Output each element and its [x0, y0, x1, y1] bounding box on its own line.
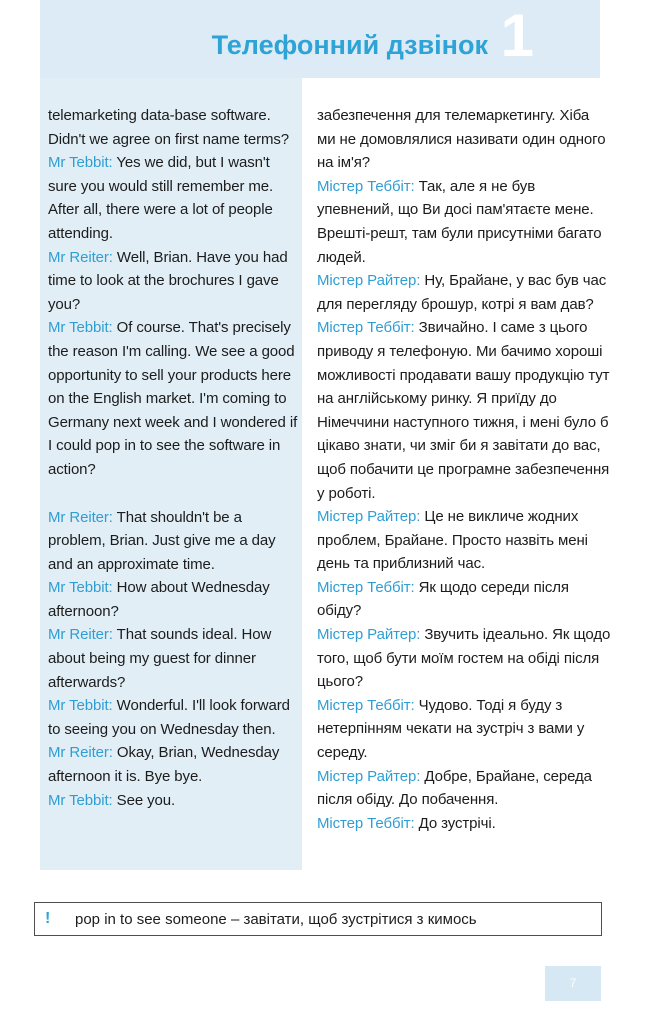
dialogue-text: Of course. That's precisely the reason I'm calling. We see a good opportunity to sell your products here on the English market. I'm coming to Germany next week and I wondered if I could pop in to see the software in action?	[48, 319, 298, 478]
dialogue-line	[317, 175, 611, 269]
exclamation-icon: !	[45, 910, 51, 927]
dialogue-line	[48, 506, 300, 577]
dialogue-text: telemarketing data-base software. Didn't we agree on first name terms?	[48, 107, 290, 148]
speaker-name: Mr Reiter:	[48, 248, 113, 266]
chapter-header	[40, 0, 600, 78]
page-number-badge	[545, 966, 601, 1001]
chapter-title: Телефонний дзвінок	[211, 30, 488, 60]
dialogue-line	[48, 694, 300, 741]
speaker-name: Mr Reiter:	[48, 744, 113, 762]
dialogue-line	[317, 694, 611, 765]
dialogue-line	[317, 316, 611, 505]
speaker-name: Mr Reiter:	[48, 626, 113, 644]
speaker-name: Містер Теббіт:	[317, 177, 415, 195]
dialogue-line	[48, 623, 300, 694]
dialogue-text: How about Wednesday afternoon?	[48, 579, 270, 620]
vocabulary-note	[34, 902, 602, 936]
dialogue-intro	[48, 104, 300, 151]
dialogue-line	[48, 316, 300, 481]
dialogue-line	[48, 576, 300, 623]
dialogue-line	[48, 789, 300, 813]
dialogue-line	[317, 505, 611, 576]
dialogue-line	[317, 812, 611, 836]
speaker-name: Містер Теббіт:	[317, 814, 415, 832]
speaker-name: Містер Райтер:	[317, 767, 421, 785]
dialogue-text: До зустрічі.	[418, 814, 496, 832]
dialogue-line	[317, 623, 611, 694]
dialogue-text: That shouldn't be a problem, Brian. Just give me a day and an approximate time.	[48, 508, 276, 573]
dialogue-text: Well, Brian. Have you had time to look at the brochures I gave you?	[48, 248, 288, 313]
dialogue-line	[48, 741, 300, 788]
dialogue-text: забезпечення для телемаркетингу. Хіба ми не домовлялися називати один одного на ім'я?	[317, 107, 606, 172]
dialogue-text: Звичайно. І саме з цього приводу я телефоную. Ми бачимо хороші можливості продавати вашу продукцію тут на англійському ринку. Я приїду до Німеччини наступного тижня, і мені було б цікаво знати, чи зміг би я завітати до вас, щоб побачити це програмне забезпечення у роботі.	[317, 319, 610, 502]
speaker-name: Містер Райтер:	[317, 626, 421, 644]
dialogue-line	[48, 151, 300, 245]
speaker-name: Містер Теббіт:	[317, 578, 415, 596]
dialogue-text: Добре, Брайане, середа після обіду. До побачення.	[317, 767, 592, 809]
dialogue-text: Так, але я не був упевнений, що Ви досі пам'ятаєте мене. Врешті-решт, там були присутніми багато людей.	[317, 177, 602, 266]
page-number: 7	[569, 976, 577, 990]
dialogue-text: See you.	[116, 791, 176, 809]
dialogue-text: Як щодо середи після обіду?	[317, 578, 569, 620]
dialogue-text: Чудово. Тоді я буду з нетерпінням чекати на зустріч з вами у середу.	[317, 696, 585, 762]
speaker-name: Mr Tebbit:	[48, 791, 113, 809]
speaker-name: Mr Reiter:	[48, 508, 113, 526]
english-dialogue-column	[48, 104, 300, 812]
dialogue-line	[317, 269, 611, 316]
speaker-name: Mr Tebbit:	[48, 697, 113, 715]
speaker-name: Містер Райтер:	[317, 272, 421, 290]
dialogue-text: Це не викличе жодних проблем, Брайане. Просто назвіть мені день та приблизний час.	[317, 508, 588, 573]
dialogue-text: Okay, Brian, Wednesday afternoon it is. Bye bye.	[48, 744, 280, 786]
speaker-name: Mr Tebbit:	[48, 154, 113, 172]
speaker-name: Містер Теббіт:	[317, 696, 415, 714]
ukrainian-dialogue-column	[317, 104, 611, 835]
dialogue-line	[317, 576, 611, 623]
speaker-name: Містер Райтер:	[317, 508, 421, 526]
speaker-name: Mr Tebbit:	[48, 319, 113, 337]
dialogue-text: Ну, Брайане, у вас був час для перегляду брошур, котрі я вам дав?	[317, 272, 607, 313]
speaker-name: Mr Tebbit:	[48, 579, 113, 597]
dialogue-text: Wonderful. I'll look forward to seeing you on Wednesday then.	[48, 697, 290, 738]
dialogue-intro	[317, 104, 611, 175]
dialogue-line	[317, 765, 611, 812]
speaker-name: Містер Теббіт:	[317, 319, 415, 337]
dialogue-text: That sounds ideal. How about being my guest for dinner afterwards?	[48, 626, 272, 691]
dialogue-text: Yes we did, but I wasn't sure you would still remember me. After all, there were a lot of people attending.	[48, 154, 274, 242]
chapter-number: 1	[500, 2, 534, 69]
vocabulary-note-text: pop in to see someone – завітати, щоб зустрітися з кимось	[75, 911, 477, 928]
dialogue-text: Звучить ідеально. Як щодо того, щоб бути моїм гостем на обіді після цього?	[317, 626, 611, 691]
dialogue-line	[48, 246, 300, 317]
